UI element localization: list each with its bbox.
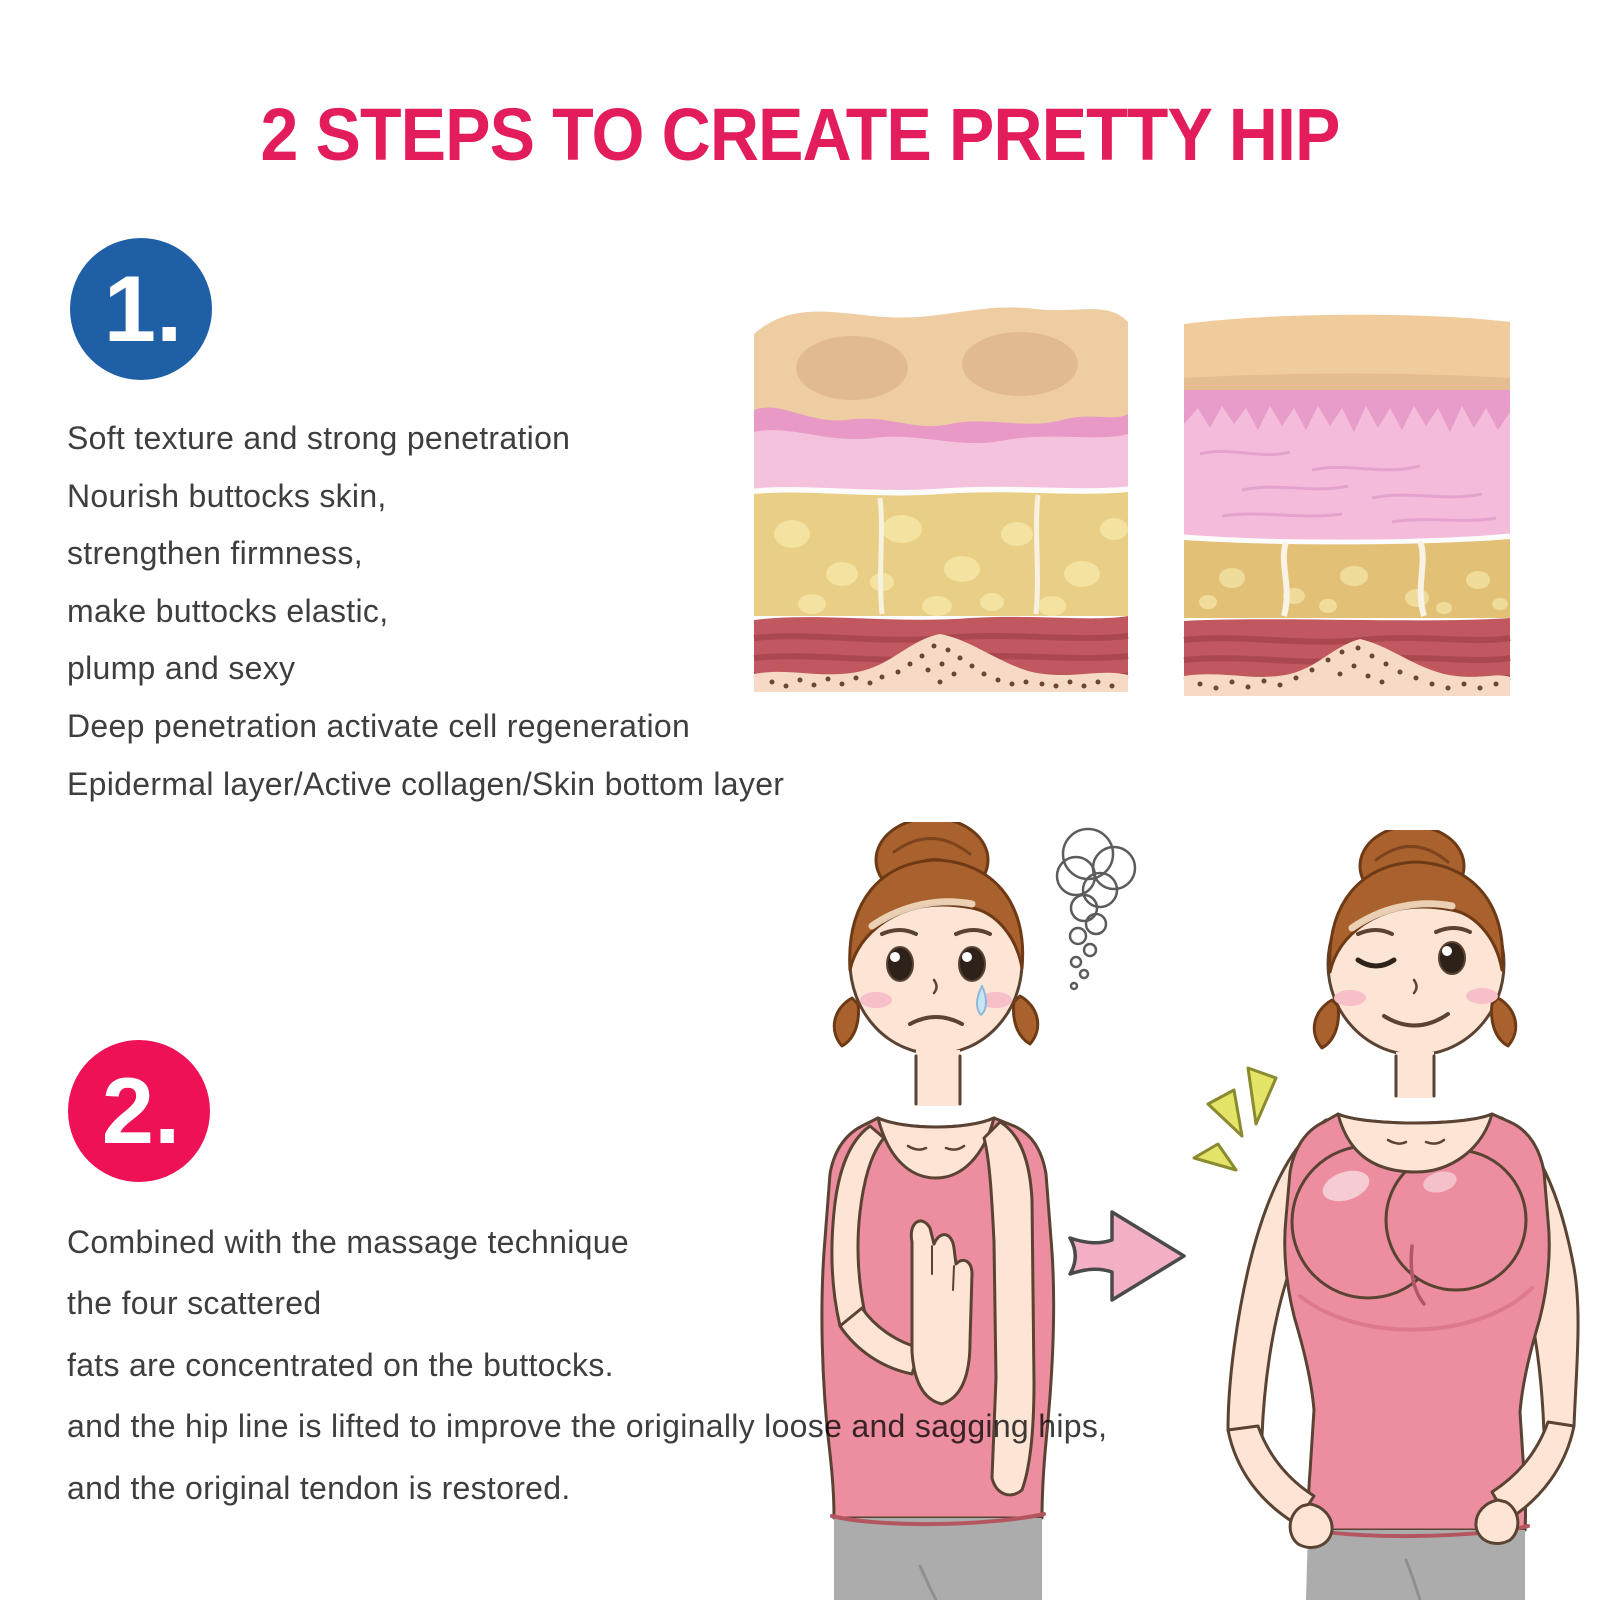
step2-badge: 2. xyxy=(68,1040,210,1182)
step2-text xyxy=(67,1212,1107,1519)
step2-line: and the original tendon is restored. xyxy=(67,1469,571,1506)
hand-on-hip xyxy=(1476,1500,1518,1544)
step1-line: Deep penetration activate cell regeneration xyxy=(67,707,691,744)
step1-line: make buttocks elastic, xyxy=(67,592,389,629)
skin-layers-before-diagram xyxy=(752,284,1130,692)
step2-line: fats are concentrated on the buttocks. xyxy=(67,1346,614,1383)
step1-line: plump and sexy xyxy=(67,650,296,687)
eye xyxy=(1439,942,1465,974)
step1-badge: 1. xyxy=(70,238,212,380)
sparkle-burst-icon xyxy=(1190,1064,1290,1196)
step2-line: Combined with the massage technique xyxy=(67,1224,629,1260)
step1-line: Nourish buttocks skin, xyxy=(67,477,387,514)
thought-scribble-icon xyxy=(1028,826,1143,1011)
skin-layers-after-diagram xyxy=(1182,284,1512,696)
step2-line: the four scattered xyxy=(67,1285,322,1322)
hand-on-hip xyxy=(1290,1504,1332,1548)
leggings xyxy=(834,1518,1042,1600)
step1-text xyxy=(67,410,784,813)
eye xyxy=(887,947,913,981)
step1-line: Epidermal layer/Active collagen/Skin bottom layer xyxy=(67,765,785,802)
eye xyxy=(959,947,985,981)
step2-line: and the hip line is lifted to improve the originally loose and sagging hips, xyxy=(67,1408,1108,1445)
happy-woman-illustration xyxy=(1180,830,1580,1600)
step1-line: strengthen firmness, xyxy=(67,535,363,572)
page-title: 2 STEPS TO CREATE PRETTY HIP xyxy=(260,93,1340,176)
step1-line: Soft texture and strong penetration xyxy=(67,420,571,456)
